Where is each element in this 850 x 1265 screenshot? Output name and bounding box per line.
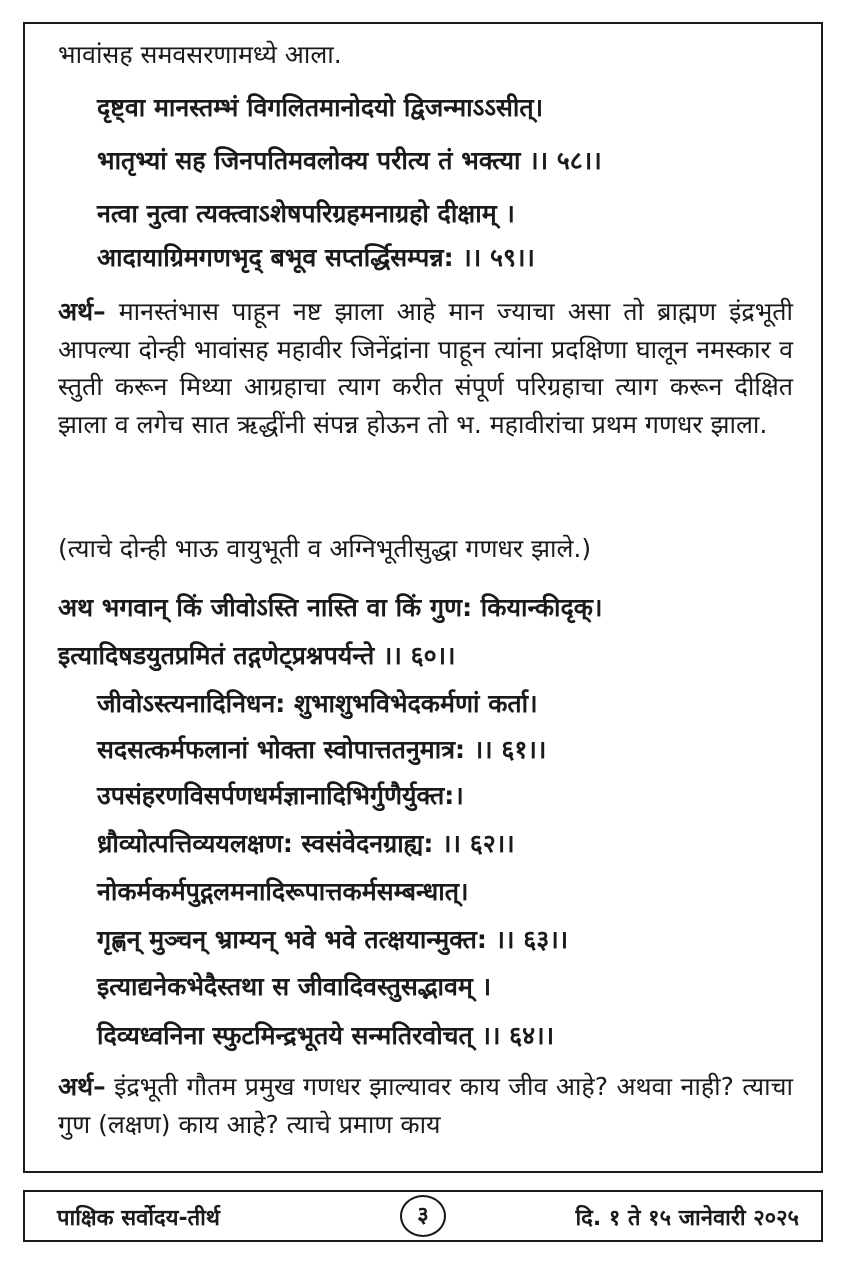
verse-line: आदायाग्रिमगणभृद् बभूव सप्तर्द्धिसम्पन्न: ।। ५९।। [97,243,535,272]
verse-line: दृष्ट्वा मानस्तम्भं विगलितमानोदयो द्विजन्माऽऽसीत्। [97,93,544,122]
meaning-paragraph-2 [58,1068,793,1143]
verse-line: इत्याद्यनेकभेदैस्तथा स जीवादिवस्तुसद्भावम् । [97,972,492,1001]
verse-line: भातृभ्यां सह जिनपतिमवलोक्य परीत्य तं भक्त्या ।। ५८।। [97,146,602,175]
page-number: ३ [400,1195,446,1237]
verse-line: उपसंहरणविसर्पणधर्मज्ञानादिभिर्गुणैर्युक्त:। [97,781,464,810]
meaning-note: (त्याचे दोन्ही भाऊ वायुभूती व अग्निभूतीसुद्धा गणधर झाले.) [58,534,592,563]
verse-line: सदसत्कर्मफलानां भोक्ता स्वोपात्ततनुमात्र: ।। ६१।। [97,735,547,764]
verse-line: जीवोऽस्त्यनादिनिधन: शुभाशुभविभेदकर्मणां कर्ता। [97,689,538,718]
verse-line: नोकर्मकर्मपुद्गलमनादिरूपात्तकर्मसम्बन्धात्। [97,877,469,906]
verse-line: गृह्णन् मुञ्चन् भ्राम्यन् भवे भवे तत्क्षयान्मुक्त: ।। ६३।। [97,925,569,954]
verse-line: इत्यादिषडयुतप्रमितं तद्गणेट्प्रश्नपर्यन्ते ।। ६०।। [58,641,456,670]
page-footer [23,1190,823,1242]
meaning-paragraph-1 [58,293,793,443]
verse-line: दिव्यध्वनिना स्फुटमिन्द्रभूतये सन्मतिरवोचत् ।। ६४।। [97,1021,555,1050]
verse-line: ध्रौव्योत्पत्तिव्ययलक्षण: स्वसंवेदनग्राह्य: ।। ६२।। [97,829,515,858]
meaning-label: अर्थ– [58,1072,106,1101]
publication-name: पाक्षिक सर्वोदय-तीर्थ [57,1206,220,1231]
meaning-text: इंद्रभूती गौतम प्रमुख गणधर झाल्यावर काय जीव आहे? अथवा नाही? त्याचा गुण (लक्षण) काय आहे? त्याचे प्रमाण काय [58,1072,793,1139]
intro-line: भावांसह समवसरणामध्ये आला. [58,40,342,69]
meaning-text: मानस्तंभास पाहून नष्ट झाला आहे मान ज्याचा असा तो ब्राह्मण इंद्रभूती आपल्या दोन्ही भावांसह महावीर जिनेंद्रांना पाहून त्यांना प्रदक्षिणा घालून नमस्कार व स्तुती करून मिथ्या आग्रहाचा त्याग करीत संपूर्ण परिग्रहाचा त्याग करून दीक्षित झाला व लगेच सात ऋद्धींनी संपन्न होऊन तो भ. महावीरांचा प्रथम गणधर झाला. [58,297,793,439]
meaning-label: अर्थ– [58,297,106,326]
verse-line: नत्वा नुत्वा त्यक्त्वाऽशेषपरिग्रहमनाग्रहो दीक्षाम् । [97,199,515,228]
verse-line: अथ भगवान् किं जीवोऽस्ति नास्ति वा किं गुण: कियान्कीदृक्। [58,593,603,622]
issue-date: दि. १ ते १५ जानेवारी २०२५ [575,1206,799,1231]
